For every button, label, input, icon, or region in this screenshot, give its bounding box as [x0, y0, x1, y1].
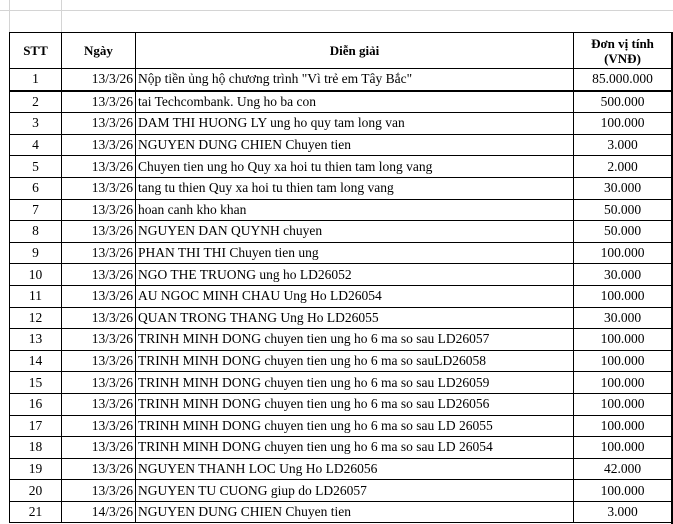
cell-date[interactable]: 13/3/26 — [62, 458, 136, 480]
cell-amount[interactable]: 500.000 — [574, 91, 672, 113]
cell-date[interactable]: 13/3/26 — [62, 221, 136, 243]
sheet-gridlines — [0, 0, 673, 33]
cell-description[interactable]: TRINH MINH DONG chuyen tien ung ho 6 ma so sau LD26056 — [136, 393, 574, 415]
cell-date[interactable]: 13/3/26 — [62, 91, 136, 113]
cell-stt[interactable]: 15 — [10, 372, 62, 394]
cell-amount[interactable]: 100.000 — [574, 372, 672, 394]
cell-amount[interactable]: 42.000 — [574, 458, 672, 480]
cell-amount[interactable]: 30.000 — [574, 307, 672, 329]
cell-date[interactable]: 13/3/26 — [62, 134, 136, 156]
cell-amount[interactable]: 30.000 — [574, 177, 672, 199]
table-row — [10, 199, 672, 221]
cell-description[interactable]: TRINH MINH DONG chuyen tien ung ho 6 ma so sauLD26058 — [136, 350, 574, 372]
cell-date[interactable]: 14/3/26 — [62, 501, 136, 523]
cell-amount[interactable]: 100.000 — [574, 242, 672, 264]
table-row — [10, 242, 672, 264]
cell-stt[interactable]: 19 — [10, 458, 62, 480]
table-row — [10, 437, 672, 459]
cell-stt[interactable]: 1 — [10, 69, 62, 91]
cell-stt[interactable]: 20 — [10, 480, 62, 502]
cell-description[interactable]: hoan canh kho khan — [136, 199, 574, 221]
cell-stt[interactable]: 14 — [10, 350, 62, 372]
header-row — [10, 33, 672, 69]
cell-description[interactable]: QUAN TRONG THANG Ung Ho LD26055 — [136, 307, 574, 329]
cell-amount[interactable]: 100.000 — [574, 350, 672, 372]
cell-stt[interactable]: 9 — [10, 242, 62, 264]
table-row — [10, 69, 672, 91]
header-amount-line2: (VNĐ) — [604, 50, 641, 66]
cell-description[interactable]: DAM THI HUONG LY ung ho quy tam long van — [136, 113, 574, 135]
table-row — [10, 285, 672, 307]
cell-amount[interactable]: 85.000.000 — [574, 69, 672, 91]
cell-stt[interactable]: 10 — [10, 264, 62, 286]
header-amount-line1: Đơn vị tính — [591, 35, 654, 51]
cell-stt[interactable]: 8 — [10, 221, 62, 243]
cell-description[interactable]: AU NGOC MINH CHAU Ung Ho LD26054 — [136, 285, 574, 307]
table-row — [10, 501, 672, 523]
cell-amount[interactable]: 2.000 — [574, 156, 672, 178]
cell-amount[interactable]: 100.000 — [574, 437, 672, 459]
table-row — [10, 393, 672, 415]
cell-description[interactable]: TRINH MINH DONG chuyen tien ung ho 6 ma so sau LD 26055 — [136, 415, 574, 437]
cell-amount[interactable]: 100.000 — [574, 415, 672, 437]
cell-description[interactable]: NGUYEN DUNG CHIEN Chuyen tien — [136, 501, 574, 523]
cell-amount[interactable]: 100.000 — [574, 393, 672, 415]
cell-description[interactable]: NGUYEN DUNG CHIEN Chuyen tien — [136, 134, 574, 156]
table-row — [10, 221, 672, 243]
cell-description[interactable]: NGO THE TRUONG ung ho LD26052 — [136, 264, 574, 286]
table-row — [10, 156, 672, 178]
cell-description[interactable]: TRINH MINH DONG chuyen tien ung ho 6 ma so sau LD 26054 — [136, 437, 574, 459]
cell-date[interactable]: 13/3/26 — [62, 350, 136, 372]
cell-description[interactable]: PHAN THI THI Chuyen tien ung — [136, 242, 574, 264]
cell-amount[interactable]: 100.000 — [574, 329, 672, 351]
cell-description[interactable]: Chuyen tien ung ho Quy xa hoi tu thien tam long vang — [136, 156, 574, 178]
cell-date[interactable]: 13/3/26 — [62, 264, 136, 286]
table-row — [10, 350, 672, 372]
cell-date[interactable]: 13/3/26 — [62, 242, 136, 264]
cell-date[interactable]: 13/3/26 — [62, 285, 136, 307]
table-row — [10, 307, 672, 329]
header-stt[interactable]: STT — [10, 33, 62, 69]
cell-stt[interactable]: 4 — [10, 134, 62, 156]
cell-stt[interactable]: 13 — [10, 329, 62, 351]
cell-date[interactable]: 13/3/26 — [62, 372, 136, 394]
cell-stt[interactable]: 18 — [10, 437, 62, 459]
cell-date[interactable]: 13/3/26 — [62, 177, 136, 199]
table-row — [10, 415, 672, 437]
donation-table — [9, 32, 672, 523]
table-row — [10, 264, 672, 286]
table-row — [10, 113, 672, 135]
cell-stt[interactable]: 5 — [10, 156, 62, 178]
cell-amount[interactable]: 100.000 — [574, 285, 672, 307]
table-row — [10, 480, 672, 502]
cell-description[interactable]: Nộp tiền ủng hộ chương trình "Vì trẻ em Tây Bắc" — [136, 69, 574, 91]
cell-amount[interactable]: 100.000 — [574, 113, 672, 135]
cell-stt[interactable]: 17 — [10, 415, 62, 437]
cell-date[interactable]: 13/3/26 — [62, 480, 136, 502]
cell-description[interactable]: TRINH MINH DONG chuyen tien ung ho 6 ma so sau LD26059 — [136, 372, 574, 394]
cell-date[interactable]: 13/3/26 — [62, 156, 136, 178]
cell-description[interactable]: TRINH MINH DONG chuyen tien ung ho 6 ma so sau LD26057 — [136, 329, 574, 351]
cell-stt[interactable]: 12 — [10, 307, 62, 329]
cell-date[interactable]: 13/3/26 — [62, 69, 136, 91]
table-row — [10, 458, 672, 480]
table-row — [10, 134, 672, 156]
cell-stt[interactable]: 7 — [10, 199, 62, 221]
cell-stt[interactable]: 2 — [10, 91, 62, 113]
header-description[interactable]: Diễn giải — [136, 33, 574, 69]
cell-amount[interactable]: 3.000 — [574, 501, 672, 523]
cell-stt[interactable]: 6 — [10, 177, 62, 199]
cell-description[interactable]: NGUYEN TU CUONG giup do LD26057 — [136, 480, 574, 502]
cell-date[interactable]: 13/3/26 — [62, 307, 136, 329]
cell-date[interactable]: 13/3/26 — [62, 393, 136, 415]
cell-description[interactable]: NGUYEN DAN QUYNH chuyen — [136, 221, 574, 243]
cell-stt[interactable]: 21 — [10, 501, 62, 523]
table-row — [10, 372, 672, 394]
cell-date[interactable]: 13/3/26 — [62, 113, 136, 135]
cell-date[interactable]: 13/3/26 — [62, 199, 136, 221]
cell-amount[interactable]: 3.000 — [574, 134, 672, 156]
cell-amount[interactable]: 50.000 — [574, 221, 672, 243]
cell-date[interactable]: 13/3/26 — [62, 415, 136, 437]
cell-description[interactable]: NGUYEN THANH LOC Ung Ho LD26056 — [136, 458, 574, 480]
cell-stt[interactable]: 16 — [10, 393, 62, 415]
cell-amount[interactable]: 100.000 — [574, 480, 672, 502]
header-amount[interactable] — [574, 33, 672, 69]
table-row — [10, 329, 672, 351]
cell-description[interactable]: tang tu thien Quy xa hoi tu thien tam long vang — [136, 177, 574, 199]
table-row — [10, 177, 672, 199]
cell-date[interactable]: 13/3/26 — [62, 437, 136, 459]
cell-description[interactable]: tai Techcombank. Ung ho ba con — [136, 91, 574, 113]
table-row — [10, 91, 672, 113]
cell-stt[interactable]: 3 — [10, 113, 62, 135]
cell-stt[interactable]: 11 — [10, 285, 62, 307]
cell-amount[interactable]: 50.000 — [574, 199, 672, 221]
cell-date[interactable]: 13/3/26 — [62, 329, 136, 351]
header-date[interactable]: Ngày — [62, 33, 136, 69]
cell-amount[interactable]: 30.000 — [574, 264, 672, 286]
